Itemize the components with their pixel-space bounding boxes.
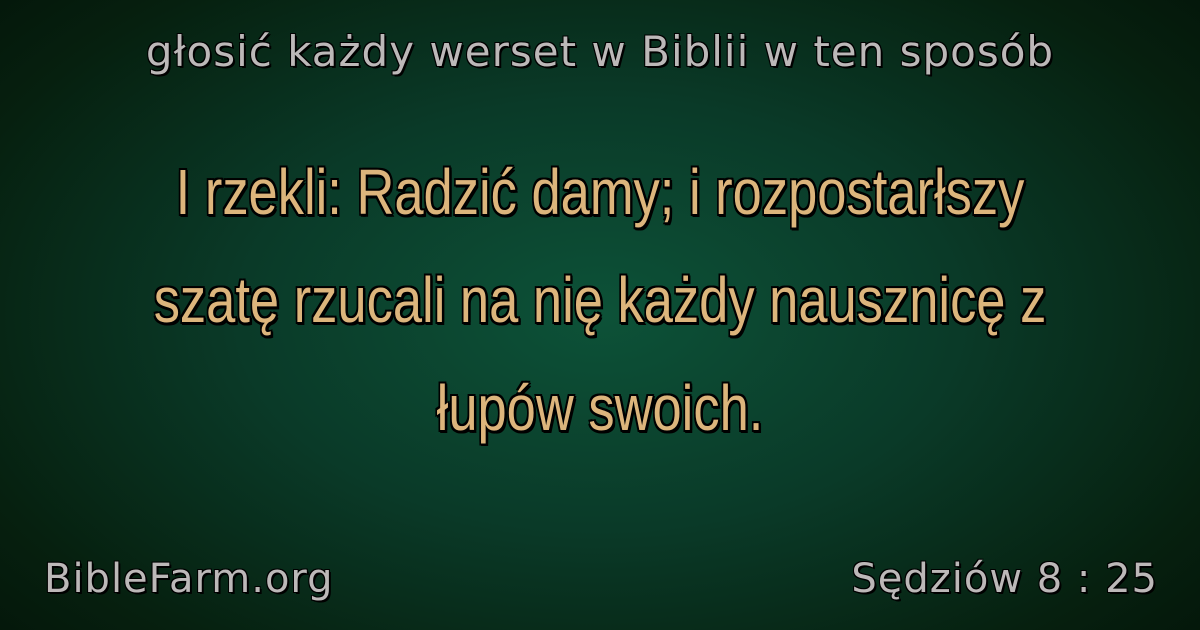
verse-text: I rzekli: Radzić damy; i rozpostarłszy szatę rzucali na nię każdy nausznicę z łupów swoich. [153,156,1047,444]
verse-reference: Sędziów 8 : 25 [851,556,1158,602]
header-tagline: głosić każdy werset w Biblii w ten sposób [145,27,1055,76]
site-name: BibleFarm.org [44,556,334,602]
